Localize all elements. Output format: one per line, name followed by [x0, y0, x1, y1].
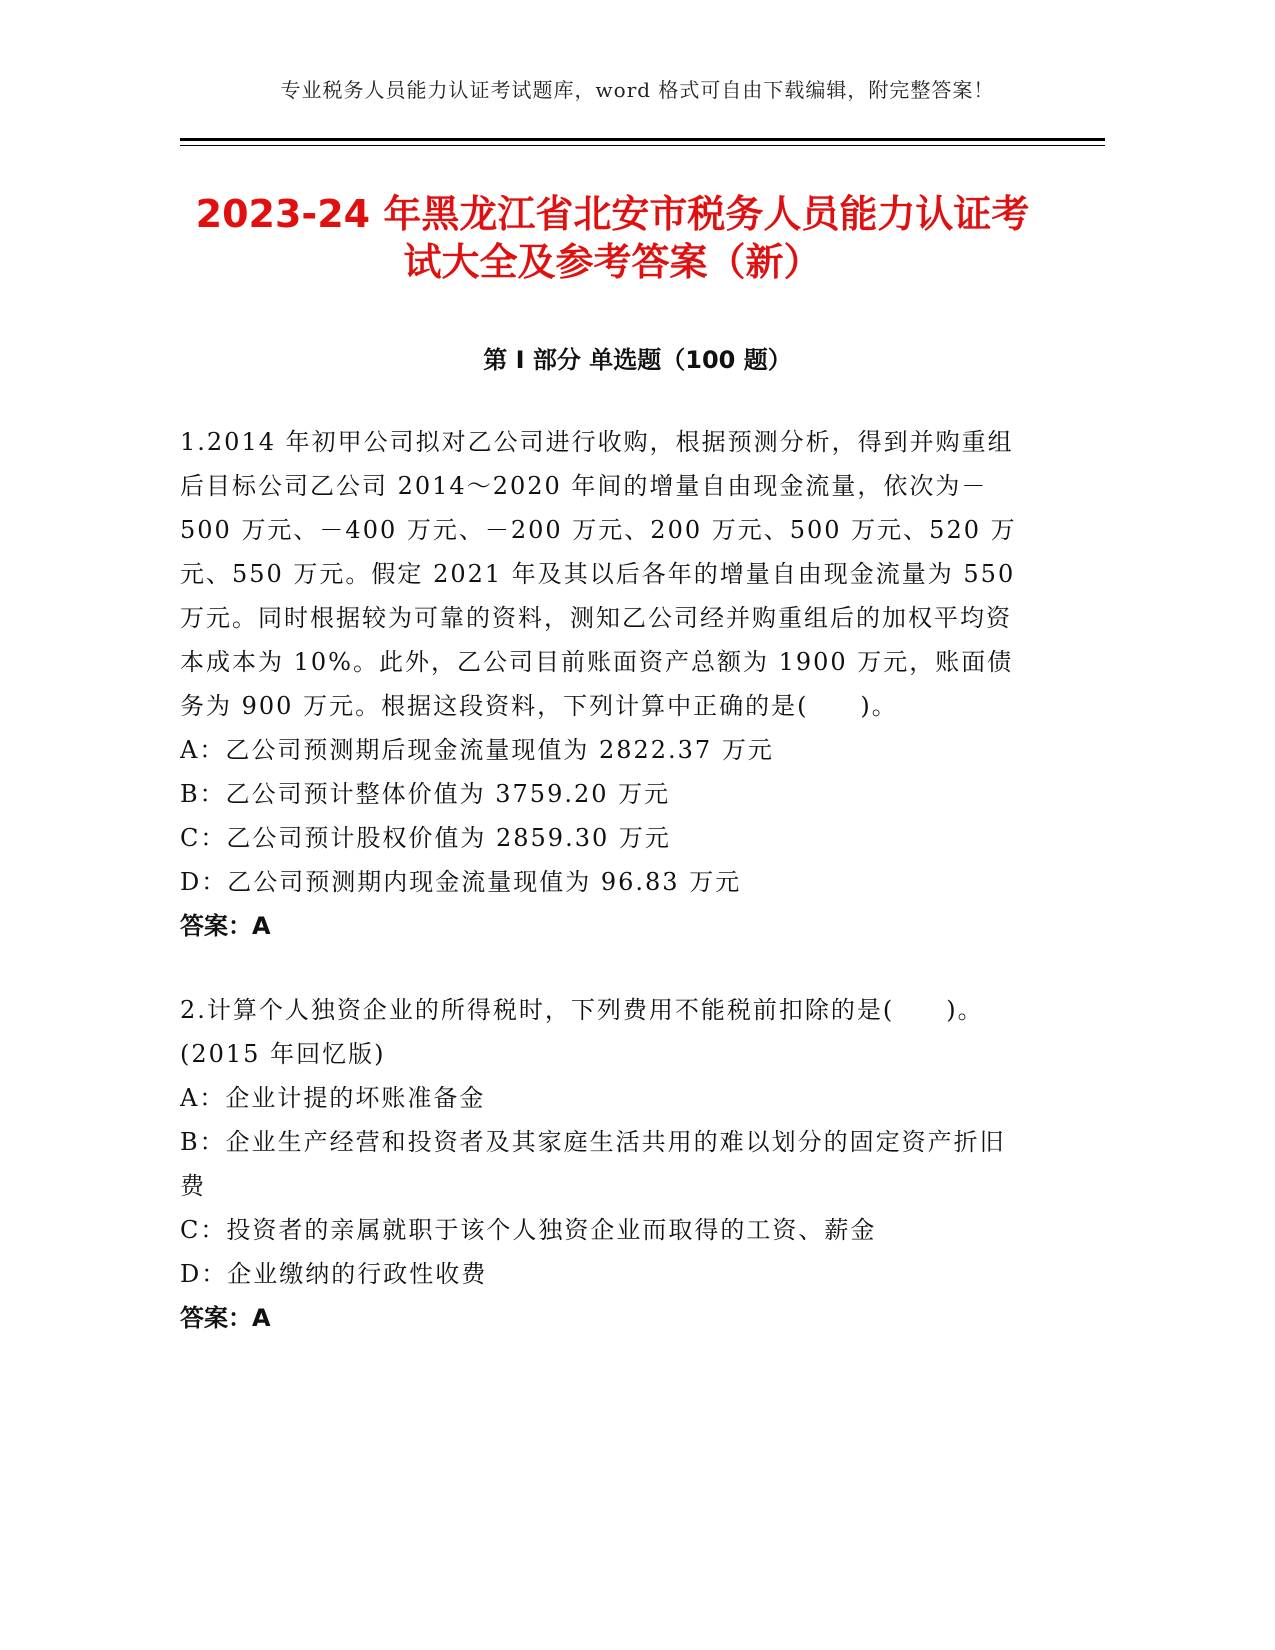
header-rule-thin — [180, 145, 1105, 146]
header-note: 专业税务人员能力认证考试题库，word 格式可自由下载编辑，附完整答案！ — [280, 78, 995, 102]
header-rule-thick — [180, 138, 1105, 141]
option-b: B：乙公司预计整体价值为 3759.20 万元 — [180, 780, 671, 808]
section-title: 第 I 部分 单选题（100 题） — [483, 346, 792, 374]
question-item — [180, 420, 1030, 948]
question-stem: 2.计算个人独资企业的所得税时，下列费用不能税前扣除的是( )。(2015 年回忆版) — [180, 996, 984, 1068]
question-stem: 1.2014 年初甲公司拟对乙公司进行收购，根据预测分析，得到并购重组后目标公司乙公司 2014～2020 年间的增量自由现金流量，依次为－500 万元、－400 万元、－200 万元、200 万元、500 万元、520 万元、550 万元。假定 2021 年及其以后各年的增量自由现金流量为 550 万元。同时根据较为可靠的资料，测知乙公司经并购重组后的加权平均资本成本为 10%。此外，乙公司目前账面资产总额为 1900 万元，账面债务为 900 万元。根据这段资料，下列计算中正确的是( )。 — [180, 428, 1017, 720]
option-a: A：乙公司预测期后现金流量现值为 2822.37 万元 — [180, 736, 774, 764]
option-c: C：乙公司预计股权价值为 2859.30 万元 — [180, 824, 671, 852]
question-item — [180, 988, 1030, 1340]
option-d: D：企业缴纳的行政性收费 — [180, 1260, 488, 1288]
option-a: A：企业计提的坏账准备金 — [180, 1084, 486, 1112]
document-title: 2023-24 年黑龙江省北安市税务人员能力认证考试大全及参考答案（新） — [195, 192, 1030, 284]
answer-line: 答案：A — [180, 1304, 271, 1332]
option-c: C：投资者的亲属就职于该个人独资企业而取得的工资、薪金 — [180, 1216, 877, 1244]
option-b: B：企业生产经营和投资者及其家庭生活共用的难以划分的固定资产折旧费 — [180, 1128, 1006, 1200]
option-d: D：乙公司预测期内现金流量现值为 96.83 万元 — [180, 868, 742, 896]
question-list — [180, 420, 1030, 1380]
answer-line: 答案：A — [180, 912, 271, 940]
